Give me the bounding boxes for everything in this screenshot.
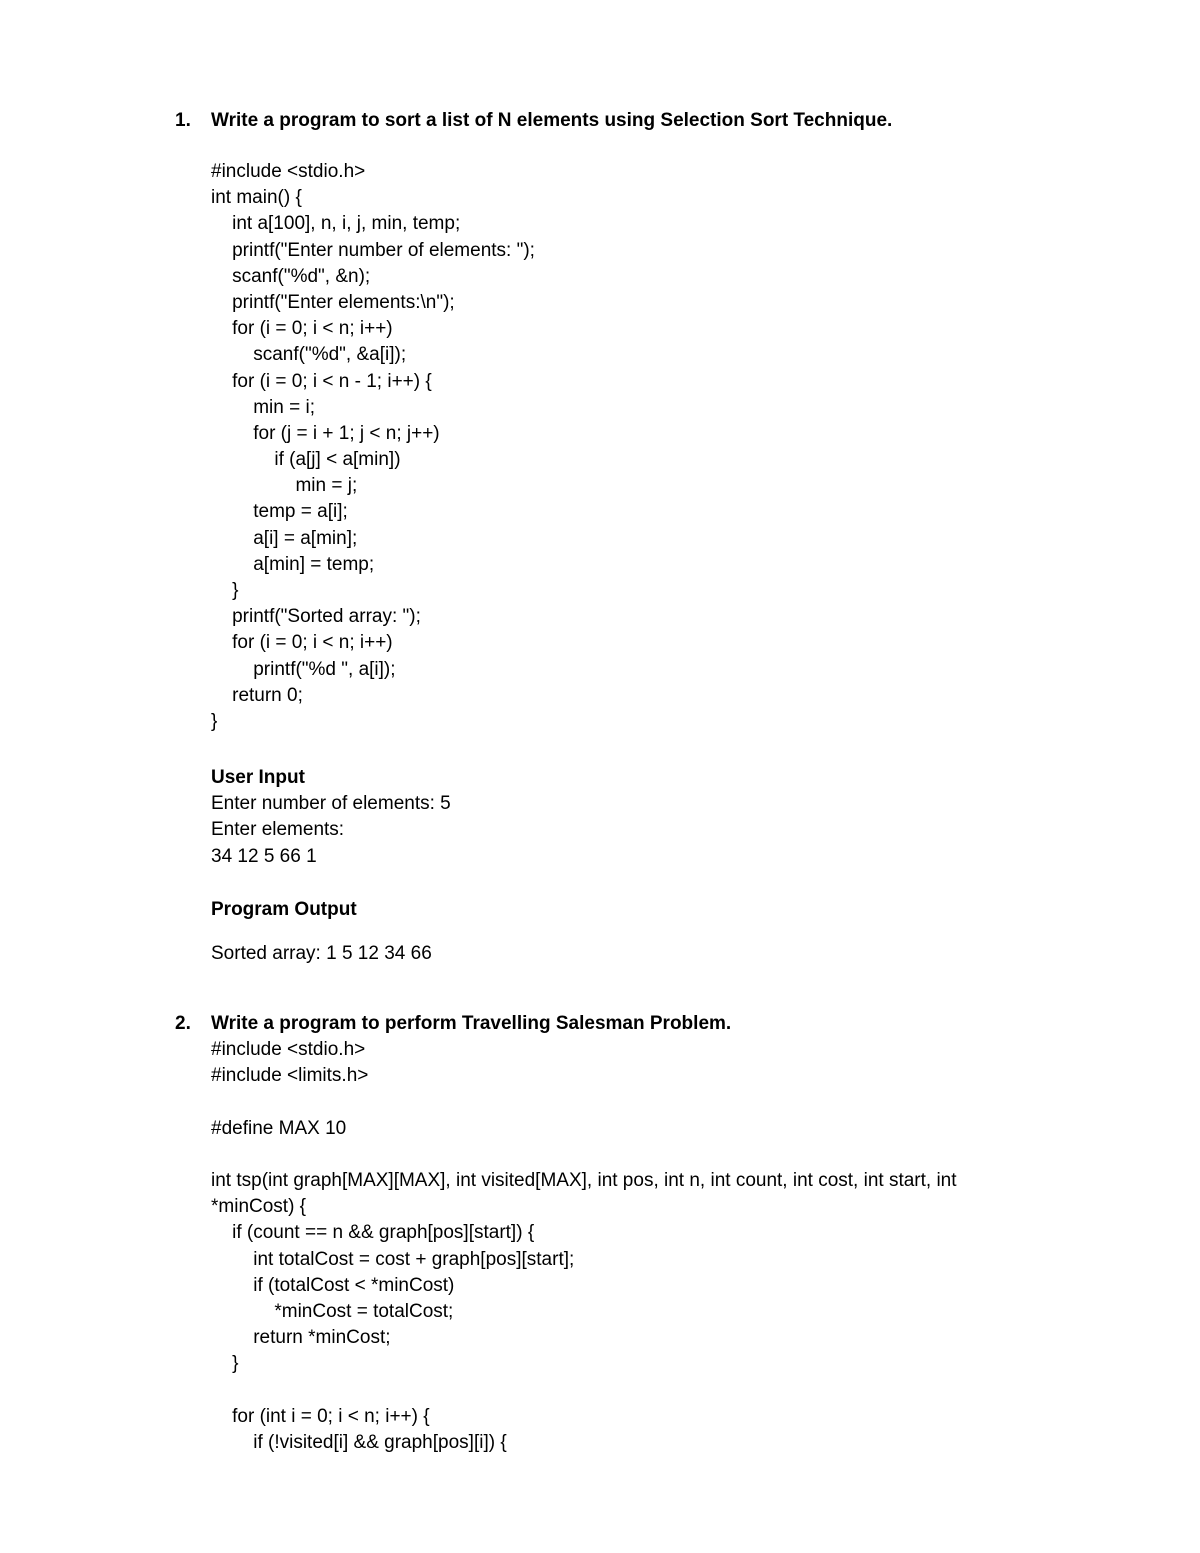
- code-line: *minCost) {: [211, 1196, 307, 1218]
- question-2-number: 2.: [175, 1013, 191, 1034]
- code-line: int a[100], n, i, j, min, temp;: [211, 213, 461, 235]
- user-input-line: Enter number of elements: 5: [211, 793, 451, 814]
- code-line: min = i;: [211, 396, 315, 418]
- code-line: }: [211, 710, 218, 732]
- code-line: temp = a[i];: [211, 501, 348, 523]
- user-input-line: Enter elements:: [211, 819, 345, 840]
- code-line: int tsp(int graph[MAX][MAX], int visited[MAX], int pos, int n, int count, int cost, int start, int: [211, 1169, 957, 1191]
- program-output-heading: Program Output: [211, 899, 357, 920]
- question-2-title: Write a program to perform Travelling Salesman Problem.: [211, 1013, 732, 1034]
- code-line: scanf("%d", &n);: [211, 265, 371, 287]
- code-line: return 0;: [211, 684, 303, 706]
- code-line: #include <limits.h>: [211, 1065, 369, 1087]
- code-line: [211, 1377, 1111, 1403]
- code-line: int totalCost = cost + graph[pos][start];: [211, 1248, 575, 1270]
- code-line: [211, 1089, 1111, 1115]
- code-line: printf("Sorted array: ");: [211, 606, 421, 628]
- code-line: a[min] = temp;: [211, 553, 375, 575]
- code-line: return *minCost;: [211, 1327, 391, 1349]
- code-line: for (i = 0; i < n; i++): [211, 318, 393, 340]
- code-line: for (int i = 0; i < n; i++) {: [211, 1405, 430, 1427]
- code-line: if (a[j] < a[min]): [211, 449, 401, 471]
- code-line: [211, 1142, 1111, 1168]
- question-1-number: 1.: [175, 110, 191, 131]
- code-line: #include <stdio.h>: [211, 161, 366, 182]
- code-line: if (count == n && graph[pos][start]) {: [211, 1222, 535, 1244]
- code-line: for (j = i + 1; j < n; j++): [211, 422, 440, 444]
- code-line: int main() {: [211, 187, 302, 209]
- code-line: for (i = 0; i < n; i++): [211, 632, 393, 654]
- code-line: min = j;: [211, 475, 358, 497]
- question-2-code-block: [211, 1037, 1111, 1456]
- code-line: printf("Enter elements:\n");: [211, 291, 455, 313]
- code-line: if (totalCost < *minCost): [211, 1274, 455, 1296]
- code-line: printf("Enter number of elements: ");: [211, 239, 535, 261]
- code-line: printf("%d ", a[i]);: [211, 658, 396, 680]
- code-line: #include <stdio.h>: [211, 1039, 366, 1060]
- code-line: a[i] = a[min];: [211, 527, 358, 549]
- code-line: *minCost = totalCost;: [211, 1300, 454, 1322]
- user-input-line: 34 12 5 66 1: [211, 846, 317, 867]
- code-line: }: [211, 1353, 239, 1375]
- code-line: for (i = 0; i < n - 1; i++) {: [211, 370, 432, 392]
- user-input-heading: User Input: [211, 767, 305, 788]
- code-line: }: [211, 580, 239, 601]
- program-output-line: Sorted array: 1 5 12 34 66: [211, 943, 432, 964]
- code-line: if (!visited[i] && graph[pos][i]) {: [211, 1431, 507, 1453]
- code-line: #define MAX 10: [211, 1117, 347, 1139]
- code-line: scanf("%d", &a[i]);: [211, 344, 407, 366]
- question-1-code-block: [211, 159, 1111, 735]
- question-1-title: Write a program to sort a list of N elements using Selection Sort Technique.: [211, 110, 893, 131]
